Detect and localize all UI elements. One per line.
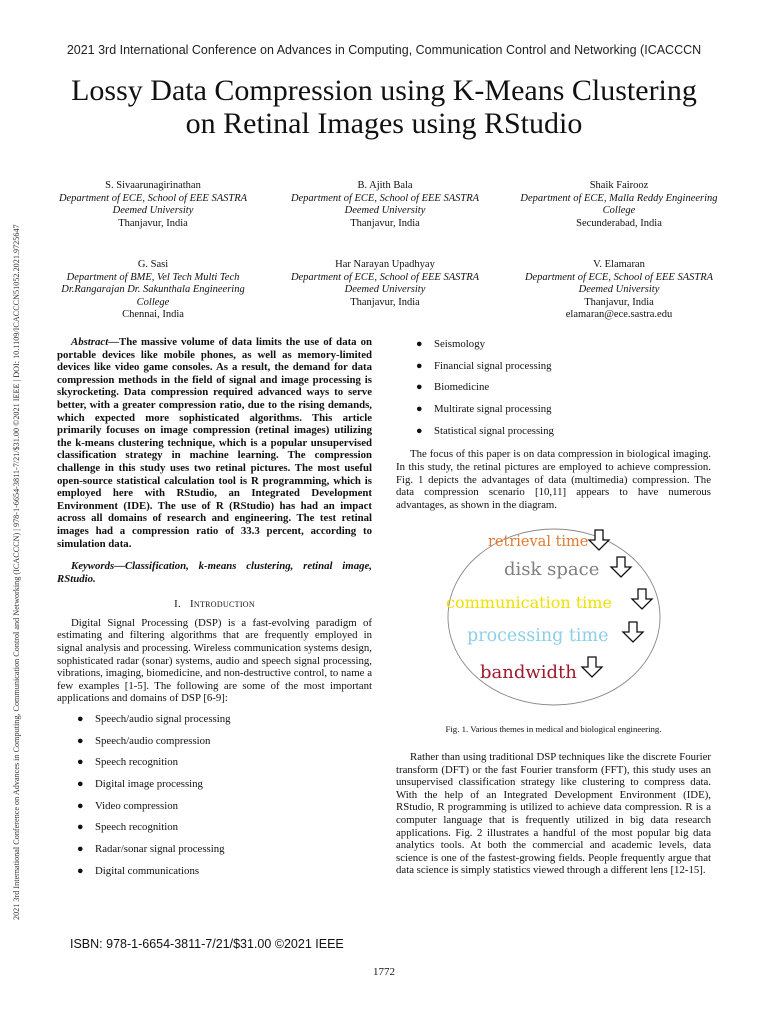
- figure-1-diagram: [396, 523, 711, 719]
- down-arrow-icon: [623, 622, 643, 642]
- figure-1: [396, 523, 711, 719]
- bullet-icon: ●: [77, 821, 84, 834]
- list-item: [396, 360, 711, 382]
- down-arrow-icon: [632, 589, 652, 609]
- list-item: [57, 865, 372, 887]
- list-item: [396, 425, 711, 447]
- list-item-text: Seismology: [434, 338, 485, 350]
- author-location: Thanjavur, India: [118, 217, 188, 229]
- abstract-lead: Abstract: [71, 336, 109, 348]
- list-item: [57, 778, 372, 800]
- author-4: [48, 259, 258, 322]
- list-item: [57, 713, 372, 735]
- author-3: [514, 180, 724, 230]
- bullet-icon: ●: [77, 734, 84, 747]
- bullet-icon: ●: [77, 778, 84, 791]
- list-item-text: Speech/audio compression: [95, 734, 211, 747]
- diagram-label-disk-space: disk space: [504, 559, 600, 581]
- author-location: Thanjavur, India: [584, 296, 654, 308]
- abstract-body: —The massive volume of data limits the use of data on portable devices like mobile phones, as well as memory-limited devices like video game consoles. As a result, the demand for data compression methods in the field of signal and image processing is skyrocketing. Data compression required advanced ways to serve better, with a greater compression ratio, due to the rising demands, which expected more sophisticated algorithms. This article primarily focuses on image compression (retinal images) utilizing the k-means clustering technique, which is a popular unsupervised classification strategy in machine learning. The compression challenge in this study uses two retinal pictures. The most useful open-source statistical calculation tool is R programming, which is employed here with RStudio, an Integrated Development Environment (IDE). The use of R (RStudio) has had an impact across all domains of research and engineering. The test retinal images had a compression ratio of 33.3 percent, according to simulation data.: [57, 336, 372, 550]
- list-item-text: Financial signal processing: [434, 359, 552, 372]
- right-column: [396, 336, 711, 877]
- list-item-text: Digital communications: [95, 864, 200, 877]
- author-affiliation: Department of ECE, School of EEE SASTRA Deemed University: [290, 192, 480, 217]
- author-name: Har Narayan Upadhyay: [335, 259, 435, 270]
- list-item: [57, 800, 372, 822]
- list-item: [57, 821, 372, 843]
- title-line-2: on Retinal Images using RStudio: [185, 107, 583, 140]
- down-arrow-icon: [582, 657, 602, 677]
- list-item-text: Speech/audio signal processing: [95, 713, 231, 726]
- abstract: [57, 336, 372, 550]
- author-name: G. Sasi: [137, 259, 169, 270]
- author-affiliation: Department of ECE, School of EEE SASTRA Deemed University: [58, 192, 248, 217]
- list-item-text: Biomedicine: [434, 381, 490, 394]
- list-item-text: Statistical signal processing: [434, 424, 554, 437]
- author-1: [48, 180, 258, 230]
- author-affiliation: Department of BME, Vel Tech Multi Tech Dr.Rangarajan Dr. Sakunthala Engineering College: [61, 271, 245, 308]
- author-name: B. Ajith Bala: [357, 180, 413, 191]
- list-item-text: Digital image processing: [95, 778, 203, 791]
- bullet-icon: ●: [77, 799, 84, 812]
- intro-paragraph: Digital Signal Processing (DSP) is a fast-evolving paradigm of estimating and filtering algorithms that are frequently employed in signal analysis and processing. Wireless communication systems design, sophisticated radar (sonar) systems, audio and speech signal processing, vibrations, imaging, biomedicine, and non-destructive control, to name a few examples [1-5]. The following are some of the most important applications and domains of DSP [6-9]:: [57, 616, 372, 705]
- bullet-icon: ●: [416, 338, 423, 350]
- list-item-text: Video compression: [95, 799, 179, 812]
- side-strip-citation: 2021 3rd International Conference on Advances in Computing, Communication Control and Networking (ICACCCN) | 978-1-6654-3811-7/21/$31.00 ©2021 IEEE | DOI: 10.1109/ICACCCN51052.2021.9725647: [12, 224, 21, 920]
- author-location: Secunderabad, India: [576, 217, 662, 229]
- list-item-text: Radar/sonar signal processing: [95, 843, 225, 856]
- bullet-icon: ●: [77, 864, 84, 877]
- isbn-footer: ISBN: 978-1-6654-3811-7/21/$31.00 ©2021 IEEE: [70, 937, 344, 951]
- paper-title: [30, 74, 738, 140]
- author-affiliation: Department of ECE, Malla Reddy Engineering College: [520, 192, 718, 217]
- author-name: Shaik Fairooz: [589, 180, 649, 191]
- list-item-text: Speech recognition: [95, 821, 179, 834]
- conference-header: 2021 3rd International Conference on Advances in Computing, Communication Control and Networking (ICACCCN: [66, 43, 702, 57]
- down-arrow-icon: [611, 557, 631, 577]
- section-heading-introduction: [57, 598, 372, 611]
- bullet-icon: ●: [77, 713, 84, 726]
- down-arrow-icon: [589, 530, 609, 550]
- diagram-label-retrieval-time: retrieval time: [488, 534, 589, 551]
- methods-paragraph: Rather than using traditional DSP techniques like the discrete Fourier transform (DFT) or the fast Fourier transform (FFT), this study uses an unsupervised classification strategy like clustering to compress data. With the help of an Integrated Development Environment (IDE), RStudio, R programming is utilized to achieve data compression. R is a computer language that is frequently utilized in big data research applications. Fig. 2 illustrates a handful of the most popular big data analytics tools. At both the commercial and academic levels, data science is one of the fastest-growing fields. People frequently argue that data science is simply statistics viewed through a different lens [12-15].: [396, 751, 711, 877]
- page-number: 1772: [373, 966, 395, 978]
- list-item: [57, 756, 372, 778]
- author-affiliation: Department of ECE, School of EEE SASTRA Deemed University: [524, 271, 714, 296]
- bullet-icon: ●: [416, 381, 423, 394]
- list-item-text: Multirate signal processing: [434, 403, 552, 416]
- figure-1-caption: Fig. 1. Various themes in medical and biological engineering.: [445, 724, 662, 735]
- list-item: [396, 381, 711, 403]
- list-item: [57, 735, 372, 757]
- author-6: [514, 259, 724, 322]
- left-column: [57, 336, 372, 887]
- diagram-label-bandwidth: bandwidth: [480, 662, 577, 684]
- list-item: [396, 403, 711, 425]
- author-2: [280, 180, 490, 230]
- title-line-1: Lossy Data Compression using K-Means Clustering: [71, 74, 697, 107]
- author-name: S. Sivaarunagirinathan: [105, 180, 201, 191]
- list-item: [57, 843, 372, 865]
- dsp-applications-list: [57, 713, 372, 887]
- author-email: elamaran@ece.sastra.edu: [565, 309, 673, 321]
- bullet-icon: ●: [77, 843, 84, 856]
- diagram-label-communication-time: communication time: [446, 593, 612, 613]
- list-item: [396, 338, 711, 360]
- bullet-icon: ●: [416, 403, 423, 416]
- bullet-icon: ●: [77, 756, 84, 769]
- author-location: Thanjavur, India: [350, 296, 420, 308]
- author-affiliation: Department of ECE, School of EEE SASTRA Deemed University: [290, 271, 480, 296]
- dsp-domains-list: [396, 338, 711, 446]
- section-title: Introduction: [189, 598, 255, 611]
- diagram-label-processing-time: processing time: [467, 626, 609, 647]
- bullet-icon: ●: [416, 359, 423, 372]
- author-location: Chennai, India: [122, 309, 184, 321]
- focus-paragraph: The focus of this paper is on data compression in biological imaging. In this study, the retinal pictures are employed to achieve compression. Fig. 1 depicts the advantages of data (multimedia) compression. The data compression scenario [10,11] appears to have numerous advantages, as shown in the diagram.: [396, 448, 711, 511]
- keywords: Keywords—Classification, k-means clustering, retinal image, RStudio.: [57, 560, 372, 585]
- author-name: V. Elamaran: [593, 259, 645, 270]
- bullet-icon: ●: [416, 424, 423, 437]
- author-location: Thanjavur, India: [350, 217, 420, 229]
- section-number: I.: [174, 598, 181, 611]
- author-5: [280, 259, 490, 309]
- list-item-text: Speech recognition: [95, 756, 179, 769]
